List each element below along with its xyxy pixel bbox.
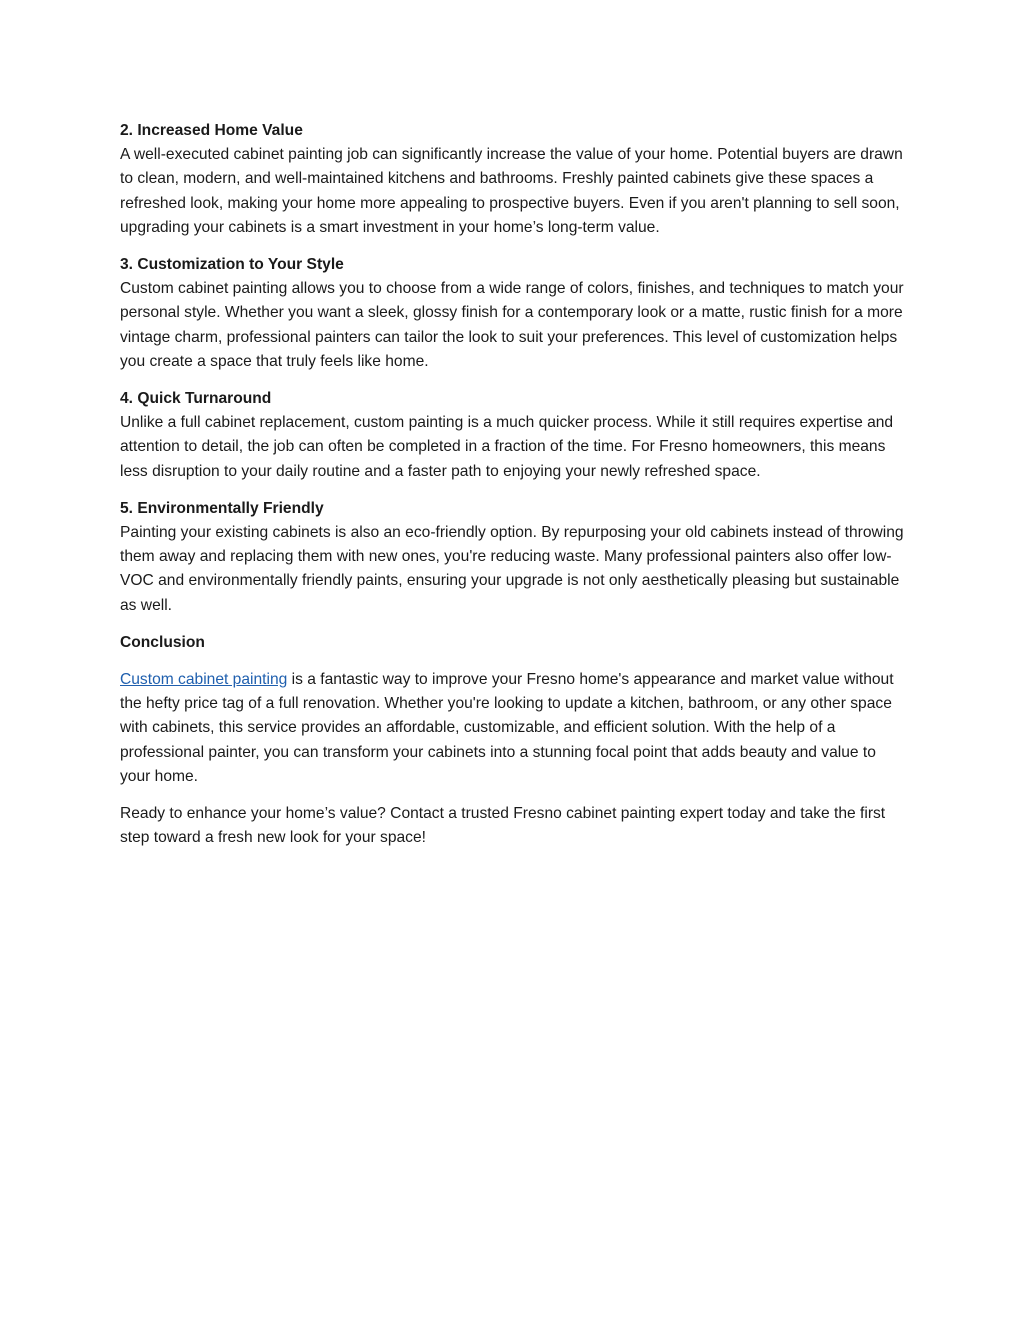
conclusion-heading: Conclusion: [120, 633, 205, 651]
section-body: Unlike a full cabinet replacement, custom painting is a much quicker process. While it still requires expertise and attention to detail, the job can often be completed in a fraction of the time. For Fresno homeowners, this means less disruption to your daily routine and a faster path to enjoying your newly refreshed space.: [120, 414, 894, 480]
section-body: Custom cabinet painting allows you to choose from a wide range of colors, finishes, and techniques to match your personal style. Whether you want a sleek, glossy finish for a contemporary look or a matte, rustic finish for a more vintage charm, professional painters can tailor the look to suit your preferences. This level of customization helps you create a space that truly feels like home.: [120, 280, 904, 370]
section-heading: 2. Increased Home Value: [120, 122, 303, 139]
section-home-value: [120, 119, 910, 240]
conclusion-heading-block: [120, 631, 910, 655]
section-quick-turnaround: [120, 387, 910, 484]
conclusion-paragraph: [120, 668, 910, 789]
section-heading: 3. Customization to Your Style: [120, 256, 344, 274]
section-heading: 4. Quick Turnaround: [120, 390, 272, 408]
section-environmentally-friendly: [120, 497, 910, 618]
document-page: [120, 119, 910, 863]
section-customization: [120, 253, 910, 374]
conclusion-paragraph-text: is a fantastic way to improve your Fresno home's appearance and market value without the hefty price tag of a full renovation. Whether you're looking to update a kitchen, bathroom, or any other space with cabinets, this service provides an affordable, customizable, and efficient solution. With the help of a professional painter, you can transform your cabinets into a stunning focal point that adds beauty and value to your home.: [120, 671, 894, 785]
call-to-action-paragraph: Ready to enhance your home’s value? Contact a trusted Fresno cabinet painting expert today and take the first step toward a fresh new look for your space!: [120, 805, 886, 847]
custom-cabinet-painting-link[interactable]: Custom cabinet painting: [120, 671, 288, 689]
section-body: A well-executed cabinet painting job can significantly increase the value of your home. Potential buyers are drawn to clean, modern, and well-maintained kitchens and bathrooms. Freshly painted cabinets give these spaces a refreshed look, making your home more appealing to prospective buyers. Even if you aren't planning to sell soon, upgrading your cabinets is a smart investment in your home’s long-term value.: [120, 146, 903, 236]
section-heading: 5. Environmentally Friendly: [120, 499, 324, 517]
section-body: Painting your existing cabinets is also an eco-friendly option. By repurposing your old cabinets instead of throwing them away and replacing them with new ones, you're reducing waste. Many professional painters also offer low-VOC and environmentally friendly paints, ensuring your upgrade is not only aesthetically pleasing but sustainable as well.: [120, 524, 904, 614]
